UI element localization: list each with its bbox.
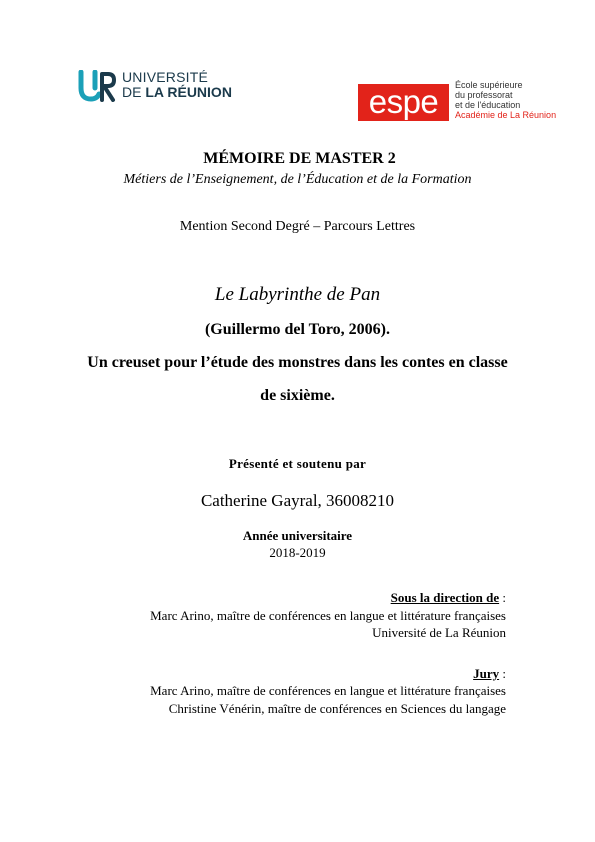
universite-reunion-logo (78, 68, 238, 108)
academic-year-value: 2018-2019 (269, 545, 326, 560)
espe-logo (358, 78, 557, 128)
ur-logo-text (122, 70, 232, 100)
thesis-subtitle-line3: de sixième. (260, 387, 335, 404)
supervision-label-text: Sous la direction de (390, 590, 500, 605)
academic-year-label: Année universitaire (242, 528, 353, 543)
espe-logo-letters (358, 84, 449, 121)
author-name: Catherine Gayral, 36008210 (200, 491, 395, 510)
thesis-subtitle-line2: Un creuset pour l’étude des monstres dans les contes en classe (87, 354, 508, 371)
ur-logo-line2-main: LA RÉUNION (145, 84, 232, 100)
jury-label-text: Jury (473, 666, 500, 681)
ur-logo-line2-prefix: DE (122, 84, 146, 100)
espe-logo-mark (358, 84, 449, 121)
presented-by-label: Présenté et soutenu par (228, 456, 367, 471)
espe-line4: Académie de La Réunion (455, 110, 557, 120)
degree-mention: Mention Second Degré – Parcours Lettres (179, 219, 416, 234)
supervisor-name: Marc Arino, maître de conférences en langue et littérature françaises (150, 608, 506, 623)
supervision-label (391, 590, 506, 606)
ur-logo-mark (78, 70, 116, 102)
jury-label (473, 666, 506, 682)
ur-logo-line1: UNIVERSITÉ (122, 69, 209, 85)
espe-line3: et de l'éducation (455, 100, 521, 110)
espe-logo-text (455, 80, 556, 120)
ur-logo-line2 (122, 85, 232, 100)
jury-member: Marc Arino, maître de conférences en langue et littérature françaises (150, 683, 506, 698)
svg-text:espe: espe (368, 84, 439, 120)
supervisor-institution: Université de La Réunion (372, 625, 506, 640)
degree-field: Métiers de l’Enseignement, de l’Éducation et de la Formation (123, 172, 472, 187)
espe-line1: École supérieure (455, 80, 523, 90)
jury-label-colon: : (499, 666, 506, 681)
jury-member: Christine Vénérin, maître de conférences en Sciences du langage (168, 701, 506, 716)
supervision-label-colon: : (499, 590, 506, 605)
thesis-subtitle-line1: (Guillermo del Toro, 2006). (204, 321, 391, 338)
degree-title: MÉMOIRE DE MASTER 2 (203, 150, 396, 167)
thesis-title: Le Labyrinthe de Pan (214, 284, 381, 305)
espe-line2: du professorat (455, 90, 513, 100)
